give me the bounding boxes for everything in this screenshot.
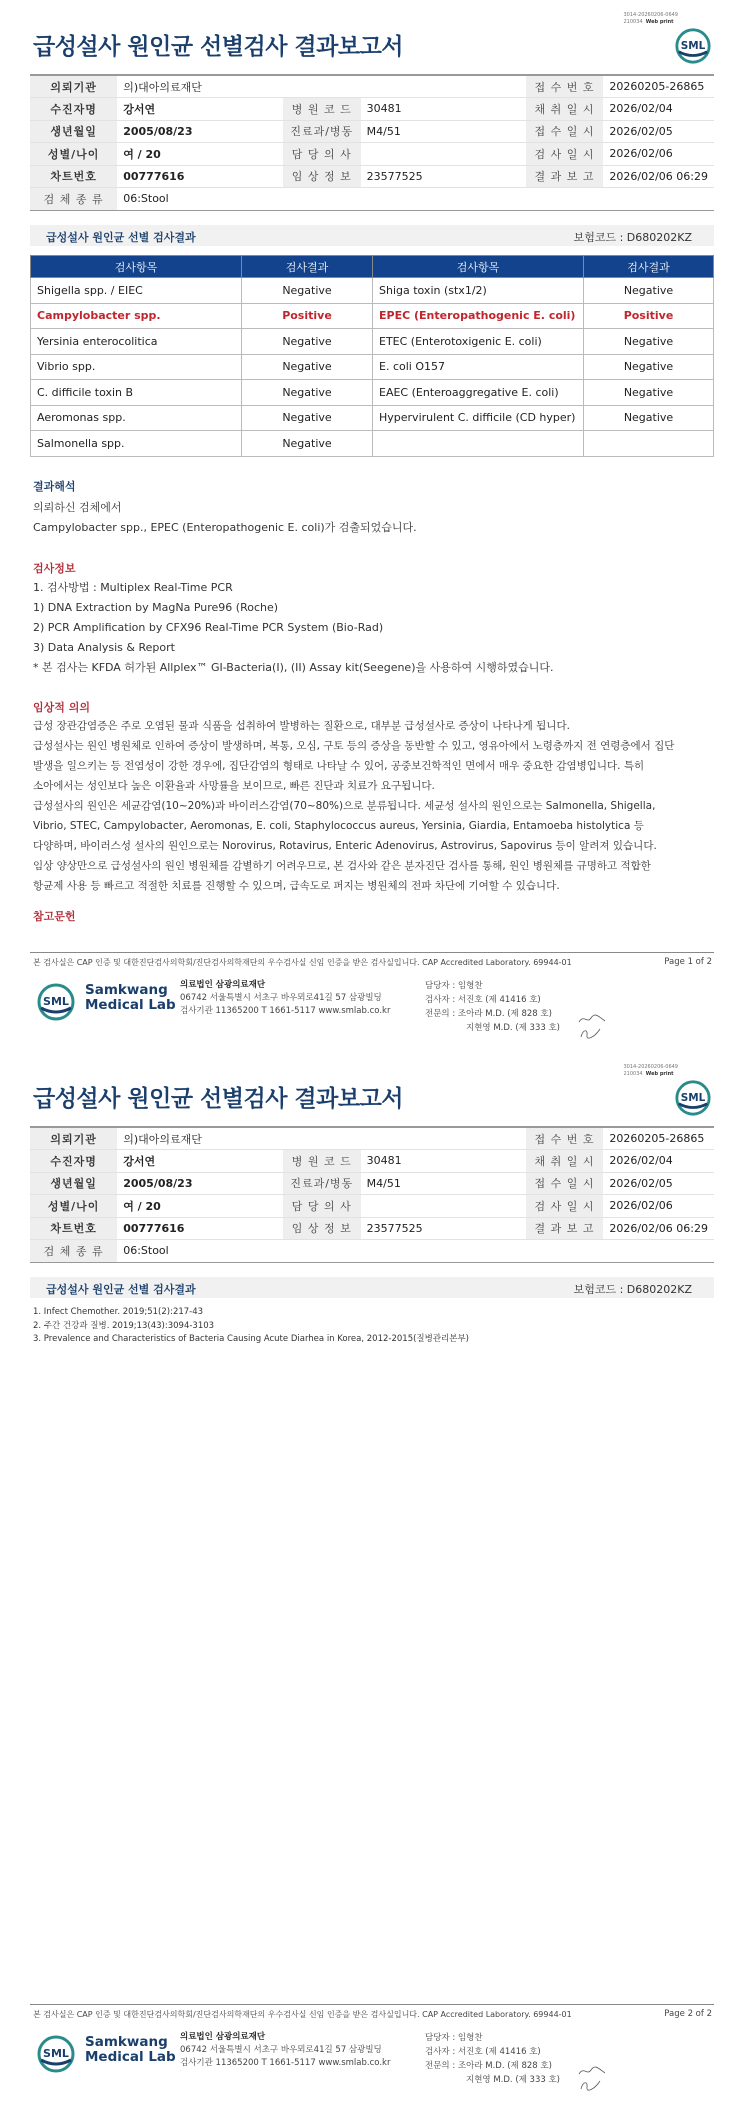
svg-text:SML: SML xyxy=(680,1091,706,1104)
lab-logo: SML Samkwang Medical Lab xyxy=(36,980,186,1026)
print-code: 3014-20260206-0649 210034 Web print xyxy=(623,1064,678,1077)
signatories: 담당자 : 임형찬 검사자 : 서진호 (제 41416 호) 전문의 : 조아라 M.D. (제 828 호) 지현영 M.D. (제 333 호) xyxy=(425,2033,561,2085)
footer-divider xyxy=(30,2004,714,2005)
lab-address: 의료법인 삼광의료재단 06742 서울특별시 서초구 바우뫼로41길 57 삼광빌딩 검사기관 11365200 T 1661-5117 www.smlab.co.kr xyxy=(180,2032,391,2068)
svg-text:SML: SML xyxy=(680,39,706,52)
cert-note: 본 검사실은 CAP 인증 및 대한진단검사의학회/진단검사의학재단의 우수검사실 신임 인증을 받은 검사실입니다. CAP Accredited Laboratory. 69944-01 xyxy=(33,958,572,967)
references-list xyxy=(33,1306,469,1347)
signature-icon xyxy=(578,1012,606,1026)
interpretation-text: 의뢰하신 검체에서 Campylobacter spp., EPEC (Enteropathogenic E. coli)가 검출되었습니다. xyxy=(33,501,417,534)
results-section-header: 급성설사 원인균 선별 검사결과 보험코드 : D680202KZ xyxy=(30,1277,714,1298)
sml-logo-icon xyxy=(36,982,76,1022)
sml-logo-icon xyxy=(674,1079,712,1117)
page-number: Page 2 of 2 xyxy=(664,2009,712,2019)
print-code: 3014-20260206-0649 210034 Web print xyxy=(623,12,678,25)
svg-text:SML: SML xyxy=(43,995,69,1008)
footer-divider xyxy=(30,952,714,953)
table-row: Vibrio spp. Negative E. coli O157 Negative xyxy=(31,354,714,380)
table-row: C. difficile toxin B Negative EAEC (Enteroaggregative E. coli) Negative xyxy=(31,380,714,406)
signature-icon xyxy=(578,1026,606,1040)
report-title: 급성설사 원인균 선별검사 결과보고서 xyxy=(33,1086,404,1112)
report-title: 급성설사 원인균 선별검사 결과보고서 xyxy=(33,34,404,60)
table-row: Aeromonas spp. Negative Hypervirulent C. difficile (CD hyper) Negative xyxy=(31,405,714,431)
sml-logo-icon xyxy=(36,2034,76,2074)
results-section-header: 급성설사 원인균 선별 검사결과 보험코드 : D680202KZ xyxy=(30,225,714,246)
method-text: 1. 검사방법 : Multiplex Real-Time PCR 1) DNA Extraction by MagNa Pure96 (Roche) 2) PCR Amplification by CFX96 Real-Time PCR System (Bio-Rad) 3) Data Analysis & Report * 본 검사는 KFDA 허가된 Allplex™ GI-Bacteria(I), (II) Assay kit(Seegene)을 사용하여 시행하였습니다. xyxy=(33,581,554,674)
table-row: Yersinia enterocolitica Negative ETEC (Enterotoxigenic E. coli) Negative xyxy=(31,329,714,355)
list-item: 3. Prevalence and Characteristics of Bacteria Causing Acute Diarhea in Korea, 2012-2015(질병관리본부) xyxy=(33,1334,469,1344)
references-heading: 참고문헌 xyxy=(33,910,76,923)
table-row: Salmonella spp. Negative xyxy=(31,431,714,457)
page-number: Page 1 of 2 xyxy=(664,957,712,967)
signature-icon xyxy=(578,2064,606,2078)
lab-logo: SML Samkwang Medical Lab xyxy=(36,2032,186,2078)
report-page-2 xyxy=(0,1052,744,2104)
signature-icon xyxy=(578,2078,606,2092)
svg-text:SML: SML xyxy=(43,2047,69,2060)
table-row-positive: Campylobacter spp. Positive EPEC (Enteropathogenic E. coli) Positive xyxy=(31,303,714,329)
results-table: 검사항목 검사결과 검사항목 검사결과 Shigella spp. / EIEC Negative Shiga toxin (stx1/2) Negative Campylobacter spp. Positive EPEC (Enteropathogenic E. coli) Positive Yersinia enterocolitica Negative ETEC (Enterotoxigenic E. coli) Negative Vibrio spp. Negative E. coli O157 Negative C. difficile toxin B Negative EAEC (Enteroaggregative E. coli) Negative Aeromonas spp. Negative Hypervirulent C. difficile (CD hyper) Negative Salmonella spp. Negative xyxy=(30,255,714,457)
list-item: 2. 주간 건강과 질병. 2019;13(43):3094-3103 xyxy=(33,1320,215,1331)
signatories: 담당자 : 임형찬 검사자 : 서진호 (제 41416 호) 전문의 : 조아라 M.D. (제 828 호) 지현영 M.D. (제 333 호) xyxy=(425,981,561,1033)
lab-address: 의료법인 삼광의료재단 06742 서울특별시 서초구 바우뫼로41길 57 삼광빌딩 검사기관 11365200 T 1661-5117 www.smlab.co.kr xyxy=(180,980,391,1016)
table-row: Shigella spp. / EIEC Negative Shiga toxin (stx1/2) Negative xyxy=(31,278,714,304)
method-heading: 검사정보 xyxy=(33,562,76,575)
patient-info-table: 의뢰기관 의)대아의료재단 접 수 번 호 20260205-26865 수진자명 강서연 병 원 코 드 30481 채 취 일 시 2026/02/04 생년월일 2005/08/23 진료과/병동 M4/51 접 수 일 시 2026/02/05 성별/나이 여 / 20 담 당 의 사 검 사 일 시 2026/02/06 차트번호 00777616 임 상 정 보 23577525 결 과 보 고 2026/02/06 06:29 검 체 종 류 06:Stool xyxy=(30,74,714,211)
sml-logo-icon xyxy=(674,27,712,65)
clinical-text: 급성 장관감염증은 주로 오염된 물과 식품을 섭취하여 발병하는 질환으로, 대부분 급성설사로 증상이 나타나게 됩니다. 급성설사는 원인 병원체로 인하여 증상이 발생하며, 복통, 오심, 구토 등의 증상을 동반할 수 있고, 영유아에서 노령층까지 전 연령층에서 집단 발생을 일으키는 등 전염성이 강한 경우에, 집단감염의 형태로 나타날 수 있어, 공중보건학적인 면에서 매우 중요한 감염병입니다. 특히 소아에서는 성인보다 높은 이환율과 사망률을 보이므로, 빠른 진단과 치료가 요구됩니다. 급성설사의 원인은 세균감염(10~20%)과 바이러스감염(70~80%)으로 분류됩니다. 세균성 설사의 원인으로는 Salmonella, Shigella, Vibrio, STEC, Campylobacter, Aeromonas, E. coli, Staphylococcus aureus, Yersinia, Giardia, Entamoeba histolytica 등 다양하며, 바이러스성 설사의 원인으로는 Norovirus, Rotavirus, Enteric Adenovirus, Astrovirus, Sapovirus 등이 알려져 있습니다. 임상 양상만으로 급성설사의 원인 병원체를 감별하기 어려우므로, 본 검사와 같은 분자진단 검사를 통해, 원인 병원체를 규명하고 적합한 항균제 사용 등 빠르고 적절한 치료를 진행할 수 있으며, 급속도로 퍼지는 병원체의 전파 차단에 기여할 수 있습니다. xyxy=(33,720,675,892)
list-item: 1. Infect Chemother. 2019;51(2):217-43 xyxy=(33,1307,204,1317)
cert-note: 본 검사실은 CAP 인증 및 대한진단검사의학회/진단검사의학재단의 우수검사실 신임 인증을 받은 검사실입니다. CAP Accredited Laboratory. 69944-01 xyxy=(33,2010,572,2019)
clinical-heading: 임상적 의의 xyxy=(33,701,90,714)
patient-info-table: 의뢰기관 의)대아의료재단 접 수 번 호 20260205-26865 수진자명 강서연 병 원 코 드 30481 채 취 일 시 2026/02/04 생년월일 2005/08/23 진료과/병동 M4/51 접 수 일 시 2026/02/05 성별/나이 여 / 20 담 당 의 사 검 사 일 시 2026/02/06 차트번호 00777616 임 상 정 보 23577525 결 과 보 고 2026/02/06 06:29 검 체 종 류 06:Stool xyxy=(30,1126,714,1263)
interpretation-heading: 결과해석 xyxy=(33,480,76,493)
